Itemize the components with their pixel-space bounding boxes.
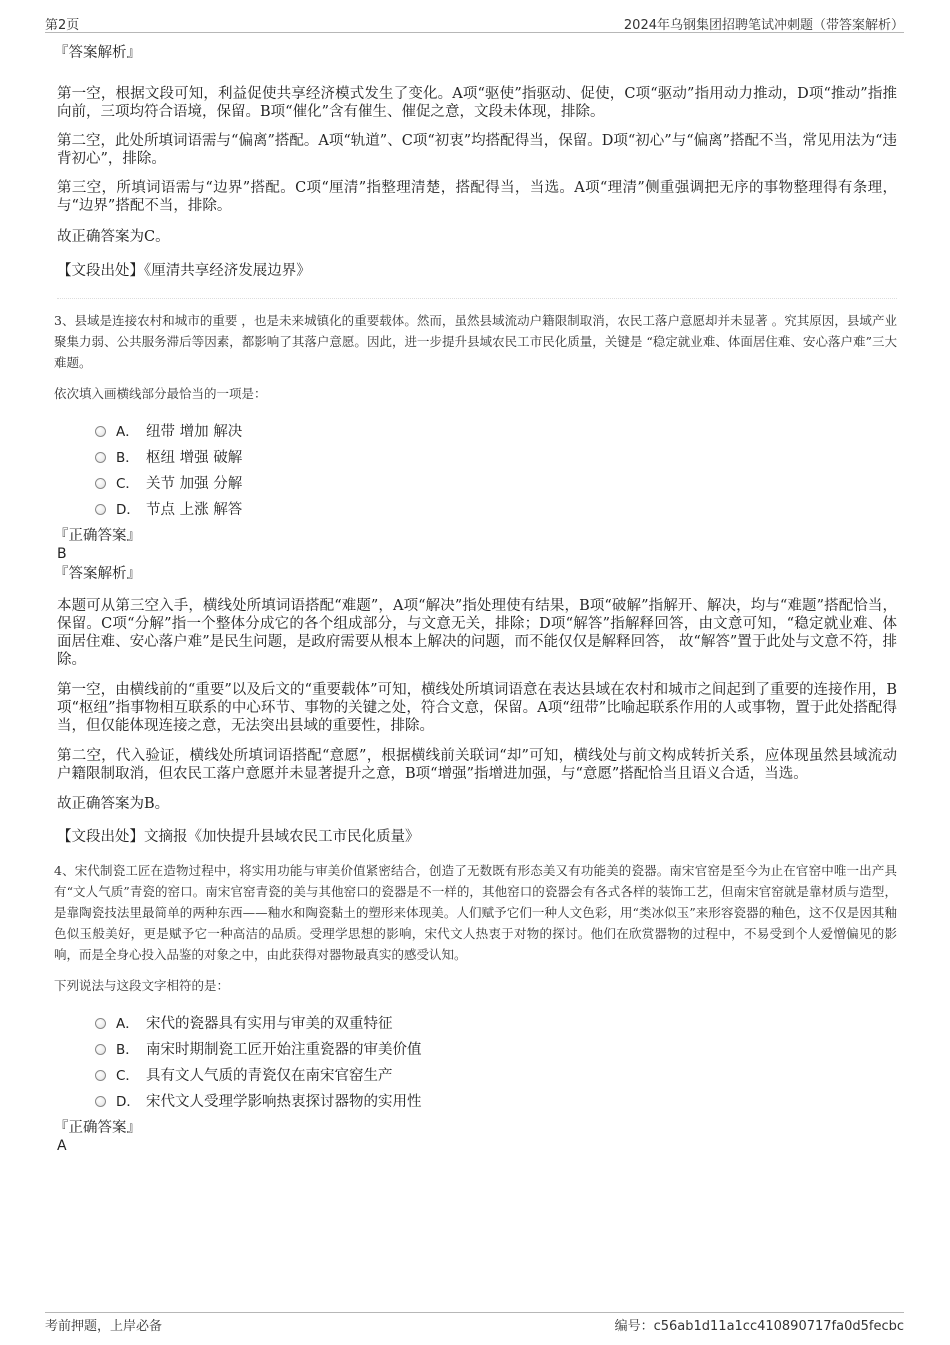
option-text: 具有文人气质的青瓷仅在南宋官窑生产: [146, 1068, 393, 1084]
document-title: 2024年乌钢集团招聘笔试冲刺题（带答案解析）: [623, 18, 904, 33]
radio-button[interactable]: [95, 504, 106, 515]
analysis-paragraph: 第一空，由横线前的“重要”以及后文的“重要载体”可知，横线处所填词语意在表达县域在农村和城市之间起到了重要的连接作用，B项“枢纽”指事物相互联系的中心环节、事物的关键之处，符合文意，保留。A项“纽带”比喻起联系作用的人或事物，置于此处搭配得当，但仅能体现连接之意，无法突出县域的重要性，排除。: [57, 682, 897, 734]
correct-answer: B: [57, 546, 67, 562]
question-prompt: 依次填入画横线部分最恰当的一项是：: [54, 386, 267, 401]
page-number: 第2页: [45, 18, 80, 33]
analysis-paragraph: 第二空，代入验证，横线处所填词语搭配“意愿”，根据横线前关联词“却”可知，横线处与前文构成转折关系，应体现虽然县域流动户籍限制取消，但农民工落户意愿并未显著提升之意，B项“增强”指增进加强，与“意愿”搭配恰当且语义合适，当选。: [57, 748, 897, 782]
page-header: [45, 12, 904, 33]
option-a[interactable]: [95, 1011, 897, 1037]
analysis-label: 『答案解析』: [54, 566, 141, 582]
option-c[interactable]: [95, 471, 897, 497]
option-letter: C．: [116, 1068, 139, 1084]
option-c[interactable]: [95, 1063, 897, 1089]
option-text: 宋代文人受理学影响热衷探讨器物的实用性: [146, 1094, 422, 1110]
analysis-paragraph: 第二空，此处所填词语需与“偏离”搭配。A项“轨道”、C项“初衷”均搭配得当，保留。D项“初心”与“偏离”搭配不当，常见用法为“违背初心”，排除。: [57, 133, 897, 167]
question-stem: 3、县域是连接农村和城市的重要 ，也是未来城镇化的重要载体。然而，虽然县域流动户籍限制取消，农民工落户意愿却并未显著 。究其原因，县域产业聚集力弱、公共服务滞后等因素，都影响了其落户意愿。因此，进一步提升县域农民工市民化质量，关键是 “稳定就业难、体面居住难、安心落户难”三大难题。: [54, 313, 897, 370]
question-prompt: 下列说法与这段文字相符的是：: [54, 978, 230, 993]
analysis-paragraph: 第三空，所填词语需与“边界”搭配。C项“厘清”指整理清楚，搭配得当，当选。A项“理清”侧重强调把无序的事物整理得有条理，与“边界”搭配不当，排除。: [57, 180, 897, 214]
conclusion: 故正确答案为B。: [57, 796, 170, 812]
option-letter: C．: [116, 476, 139, 492]
option-d[interactable]: [95, 1089, 897, 1115]
analysis-label: 『答案解析』: [54, 45, 141, 61]
radio-button[interactable]: [95, 1018, 106, 1029]
option-letter: A．: [116, 1016, 139, 1032]
correct-answer-label: 『正确答案』: [54, 1120, 141, 1136]
radio-button[interactable]: [95, 1044, 106, 1055]
question-stem: 4、宋代制瓷工匠在造物过程中，将实用功能与审美价值紧密结合，创造了无数既有形态美又有功能美的瓷器。南宋官窑是至今为止在官窑中唯一出产具有“文人气质”青瓷的窑口。南宋官窑青瓷的美与其他窑口的瓷器是不一样的，其他窑口的瓷器会有各式各样的装饰工艺，但南宋官窑就是靠材质与造型，是靠陶瓷技法里最简单的两种东西——釉水和陶瓷黏土的塑形来体现美。人们赋予它们一种人文色彩，用“类冰似玉”来形容瓷器的釉色，这不仅是因其釉色似玉般美好，更是赋予它一种高洁的品质。受理学思想的影响，宋代文人热衷于对物的探讨。他们在欣赏器物的过程中，不易受到个人爱憎偏见的影响，而是全身心投入品鉴的对象之中，由此获得对器物最真实的感受认知。: [54, 863, 897, 962]
correct-answer-label: 『正确答案』: [54, 528, 141, 544]
option-list: [95, 419, 897, 523]
source-citation: 【文段出处】文摘报《加快提升县域农民工市民化质量》: [57, 829, 420, 845]
source-citation: 【文段出处】《厘清共享经济发展边界》: [57, 263, 311, 279]
section-divider: [57, 298, 897, 300]
option-b[interactable]: [95, 1037, 897, 1063]
option-text: 南宋时期制瓷工匠开始注重瓷器的审美价值: [146, 1042, 422, 1058]
radio-button[interactable]: [95, 1070, 106, 1081]
option-a[interactable]: [95, 419, 897, 445]
radio-button[interactable]: [95, 426, 106, 437]
page-content: [54, 44, 897, 1157]
analysis-paragraph: 本题可从第三空入手，横线处所填词语搭配“难题”，A项“解决”指处理使有结果，B项“破解”指解开、解决，均与“难题”搭配恰当，保留。C项“分解”指一个整体分成它的各个组成部分，与文意无关，排除；D项“解答”指解释回答，由文意可知，“稳定就业难、体面居住难、安心落户难”是民生问题，是政府需要从根本上解决的问题，而不能仅仅是解释回答， 故“解答”置于此处与文意不符，排除。: [57, 598, 897, 668]
option-letter: D．: [116, 1094, 140, 1110]
option-letter: B．: [116, 1042, 139, 1058]
option-text: 节点 上涨 解答: [146, 502, 243, 518]
option-text: 枢纽 增强 破解: [146, 450, 243, 466]
radio-button[interactable]: [95, 1096, 106, 1107]
conclusion: 故正确答案为C。: [57, 229, 170, 245]
option-text: 关节 加强 分解: [146, 476, 243, 492]
option-list: [95, 1011, 897, 1115]
analysis-paragraph: 第一空，根据文段可知，利益促使共享经济模式发生了变化。A项“驱使”指驱动、促使，C项“驱动”指用动力推动，D项“推动”指推向前，三项均符合语境，保留。B项“催化”含有催生、催促之意，文段未体现，排除。: [57, 86, 897, 120]
option-d[interactable]: [95, 497, 897, 523]
option-text: 纽带 增加 解决: [146, 424, 243, 440]
radio-button[interactable]: [95, 478, 106, 489]
correct-answer: A: [57, 1138, 67, 1154]
footer-slogan: 考前押题，上岸必备: [45, 1319, 163, 1334]
option-letter: D．: [116, 502, 140, 518]
option-text: 宋代的瓷器具有实用与审美的双重特征: [146, 1016, 393, 1032]
option-letter: B．: [116, 450, 139, 466]
page-footer: [45, 1312, 904, 1333]
option-letter: A．: [116, 424, 139, 440]
document-id: 编号：c56ab1d11a1cc410890717fa0d5fecbc: [614, 1319, 904, 1334]
radio-button[interactable]: [95, 452, 106, 463]
option-b[interactable]: [95, 445, 897, 471]
